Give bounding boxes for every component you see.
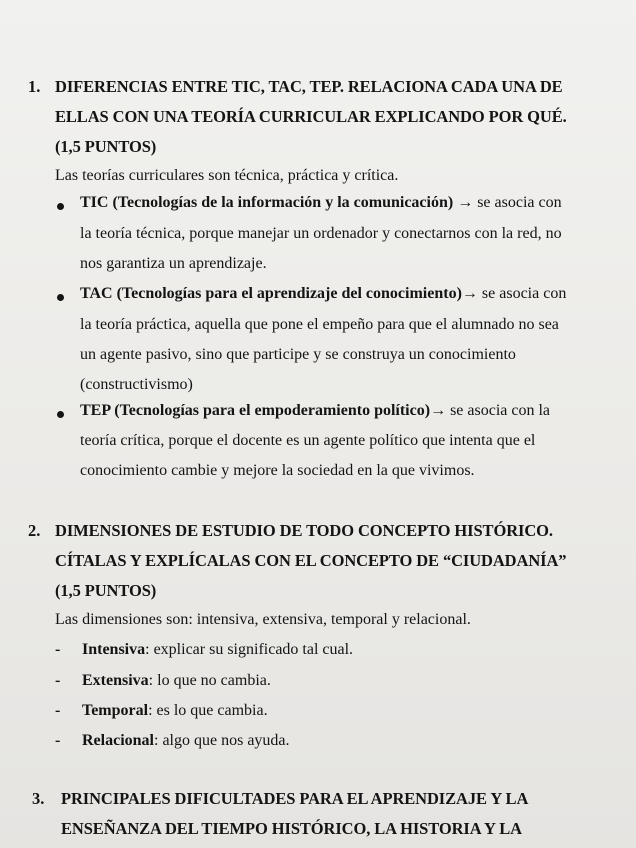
bullet-text: se asocia con la bbox=[446, 402, 551, 419]
bullet-dot bbox=[57, 203, 64, 210]
section-heading-line: DIMENSIONES DE ESTUDIO DE TODO CONCEPTO HISTÓRICO. bbox=[55, 521, 553, 540]
section-number: 2. bbox=[28, 521, 41, 540]
section-number: 1. bbox=[28, 77, 41, 96]
arrow-icon: → bbox=[430, 402, 447, 419]
arrow-icon: → bbox=[461, 285, 478, 302]
list-dash: - bbox=[55, 672, 61, 689]
list-dash: - bbox=[55, 732, 61, 749]
section-intro: Las dimensiones son: intensiva, extensiva, temporal y relacional. bbox=[55, 611, 471, 628]
bullet-first-line bbox=[80, 194, 562, 212]
list-text bbox=[82, 702, 268, 720]
bullet-dot bbox=[57, 411, 64, 418]
list-rest: : algo que nos ayuda. bbox=[154, 732, 290, 749]
list-term: Relacional bbox=[82, 732, 154, 749]
bullet-term: TIC (Tecnologías de la información y la comunicación) bbox=[80, 194, 454, 211]
section-number: 3. bbox=[32, 789, 45, 808]
bullet-text: (constructivismo) bbox=[80, 376, 193, 393]
section-heading-line: CÍTALAS Y EXPLÍCALAS CON EL CONCEPTO DE “CIUDADANÍA” bbox=[55, 551, 567, 570]
bullet-first-line bbox=[80, 402, 550, 420]
bullet-dot bbox=[57, 294, 64, 301]
arrow-icon: → bbox=[457, 194, 474, 211]
bullet-term: TEP (Tecnologías para el empoderamiento político) bbox=[80, 402, 431, 419]
list-text bbox=[82, 732, 290, 750]
list-dash: - bbox=[55, 641, 61, 658]
section-heading-line: ELLAS CON UNA TEORÍA CURRICULAR EXPLICANDO POR QUÉ. bbox=[55, 107, 567, 126]
bullet-term: TAC (Tecnologías para el aprendizaje del conocimiento) bbox=[80, 285, 462, 302]
list-rest: : explicar su significado tal cual. bbox=[145, 641, 354, 658]
bullet-first-line bbox=[80, 285, 566, 303]
list-text bbox=[82, 672, 271, 690]
bullet-text: nos garantiza un aprendizaje. bbox=[80, 255, 267, 272]
list-text bbox=[82, 641, 353, 659]
list-rest: : lo que no cambia. bbox=[148, 672, 271, 689]
bullet-text: conocimiento cambie y mejore la sociedad en la que vivimos. bbox=[80, 462, 475, 479]
section-heading-line: ENSEÑANZA DEL TIEMPO HISTÓRICO, LA HISTORIA Y LA bbox=[61, 819, 522, 838]
list-dash: - bbox=[55, 702, 61, 719]
bullet-text: la teoría técnica, porque manejar un ordenador y conectarnos con la red, no bbox=[80, 225, 562, 242]
bullet-text: se asocia con bbox=[477, 285, 567, 302]
section-heading-line: PRINCIPALES DIFICULTADES PARA EL APRENDIZAJE Y LA bbox=[61, 789, 529, 808]
section-heading-line: DIFERENCIAS ENTRE TIC, TAC, TEP. RELACIONA CADA UNA DE bbox=[55, 77, 563, 96]
list-term: Intensiva bbox=[82, 641, 146, 658]
list-rest: : es lo que cambia. bbox=[148, 702, 268, 719]
section-intro: Las teorías curriculares son técnica, práctica y crítica. bbox=[55, 167, 399, 184]
list-term: Extensiva bbox=[82, 672, 149, 689]
bullet-text: teoría crítica, porque el docente es un agente político que intenta que el bbox=[80, 432, 536, 449]
bullet-text: la teoría práctica, aquella que pone el empeño para que el alumnado no sea bbox=[80, 316, 559, 333]
section-heading-line: (1,5 PUNTOS) bbox=[55, 581, 157, 600]
bullet-text: se asocia con bbox=[473, 194, 562, 211]
section-heading-line: (1,5 PUNTOS) bbox=[55, 137, 157, 156]
list-term: Temporal bbox=[82, 702, 149, 719]
bullet-text: un agente pasivo, sino que participe y se construya un conocimiento bbox=[80, 346, 516, 363]
